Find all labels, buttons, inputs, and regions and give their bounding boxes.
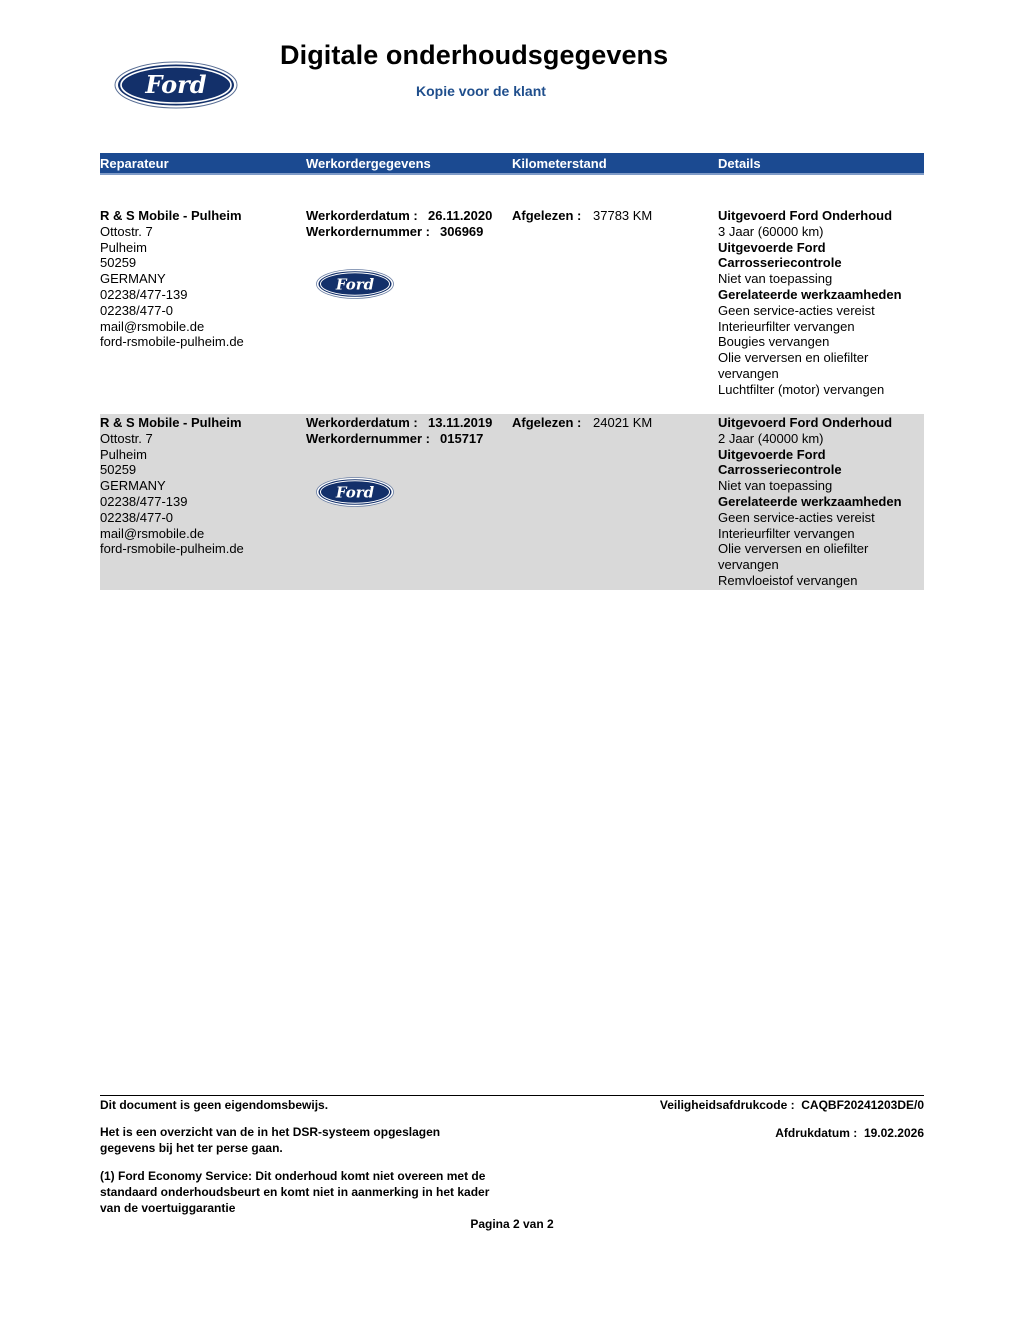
details-line: vervangen (718, 365, 779, 381)
table-row (100, 414, 924, 590)
details-line: Olie verversen en oliefilter (718, 541, 869, 557)
overview-note-line: gegevens bij het ter perse gaan. (100, 1141, 283, 1155)
print-date (775, 1125, 924, 1141)
table-header (100, 153, 924, 175)
column-header-mileage: Kilometerstand (512, 156, 607, 171)
repairer-phone: 02238/477-0 (100, 302, 174, 318)
security-code-value: CAQBF20241203DE/0 (801, 1098, 924, 1112)
details-line: Gerelateerde werkzaamheden (718, 493, 902, 509)
work-order-number-label: Werkordernummer : (306, 223, 431, 239)
work-order-number-label: Werkordernummer : (306, 430, 431, 446)
work-order-date: 13.11.2019 (428, 415, 493, 430)
repairer-postcode: 50259 (100, 255, 137, 271)
repairer-country: GERMANY (100, 478, 166, 494)
details-line: Interieurfilter vervangen (718, 525, 855, 541)
details-line: Geen service-acties vereist (718, 509, 875, 525)
ownership-note: Dit document is geen eigendomsbewijs. (100, 1098, 329, 1112)
details-line: Carrosseriecontrole (718, 462, 842, 478)
details-line: 2 Jaar (40000 km) (718, 430, 824, 446)
mileage-cell (512, 208, 712, 224)
repairer-city: Pulheim (100, 239, 147, 255)
details-line: Geen service-acties vereist (718, 302, 875, 318)
repairer-phone: 02238/477-0 (100, 509, 174, 525)
mileage-label: Afgelezen : (512, 415, 582, 430)
details-line: Uitgevoerde Ford (718, 239, 826, 255)
mileage-value: 37783 KM (593, 208, 653, 223)
column-header-repairer: Reparateur (100, 156, 169, 171)
print-date-value: 19.02.2026 (863, 1126, 924, 1140)
work-order-number: 015717 (440, 430, 484, 446)
ford-logo (316, 269, 394, 299)
ford-logo-text: Ford (335, 483, 375, 502)
repairer-phone: 02238/477-139 (100, 493, 188, 509)
page-title: Digitale onderhoudsgegevens (280, 40, 669, 70)
details-line: Interieurfilter vervangen (718, 318, 855, 334)
details-line: Uitgevoerde Ford (718, 446, 826, 462)
repairer-website: ford-rsmobile-pulheim.de (100, 541, 244, 557)
print-date-label: Afdrukdatum : (775, 1126, 858, 1140)
repairer-street: Ottostr. 7 (100, 430, 153, 446)
mileage-cell (512, 415, 712, 431)
page-number: Pagina 2 van 2 (470, 1217, 554, 1231)
repairer-postcode: 50259 (100, 462, 137, 478)
details-line: Luchtfilter (motor) vervangen (718, 381, 885, 397)
repairer-website: ford-rsmobile-pulheim.de (100, 334, 244, 350)
security-code (660, 1097, 924, 1113)
repairer-city: Pulheim (100, 446, 147, 462)
details-line: Uitgevoerd Ford Onderhoud (718, 415, 893, 430)
ford-logo-text: Ford (145, 70, 207, 99)
mileage-label: Afgelezen : (512, 208, 582, 223)
repairer-email: mail@rsmobile.de (100, 525, 205, 541)
table-row (100, 207, 924, 403)
repairer-email: mail@rsmobile.de (100, 318, 205, 334)
mileage-value: 24021 KM (593, 415, 653, 430)
details-line: Uitgevoerd Ford Onderhoud (718, 208, 893, 223)
page-subtitle: Kopie voor de klant (416, 83, 546, 99)
repairer-street: Ottostr. 7 (100, 223, 153, 239)
work-order-cell (306, 415, 506, 447)
details-line: vervangen (718, 557, 779, 573)
economy-note-line: (1) Ford Economy Service: Dit onderhoud komt niet overeen met de (100, 1169, 486, 1183)
work-order-date-label: Werkorderdatum : (306, 208, 418, 223)
economy-note (100, 1168, 560, 1216)
overview-note-line: Het is een overzicht van de in het DSR-systeem opgeslagen (100, 1125, 441, 1139)
repairer-country: GERMANY (100, 271, 166, 287)
details-line: Niet van toepassing (718, 478, 833, 494)
work-order-cell (306, 208, 506, 240)
economy-note-line: standaard onderhoudsbeurt en komt niet in aanmerking in het kader (100, 1185, 490, 1199)
details-line: Bougies vervangen (718, 334, 830, 350)
repairer-name: R & S Mobile - Pulheim (100, 415, 242, 430)
work-order-date: 26.11.2020 (428, 208, 493, 223)
repairer-cell (100, 415, 300, 557)
repairer-name: R & S Mobile - Pulheim (100, 208, 242, 223)
ford-logo (316, 477, 394, 507)
details-line: Niet van toepassing (718, 271, 833, 287)
ford-logo (114, 61, 238, 109)
repairer-phone: 02238/477-139 (100, 286, 188, 302)
work-order-date-label: Werkorderdatum : (306, 415, 418, 430)
details-line: Carrosseriecontrole (718, 255, 842, 271)
details-cell (718, 415, 923, 589)
details-line: Olie verversen en oliefilter (718, 350, 869, 366)
ford-logo-text: Ford (335, 275, 375, 294)
work-order-number: 306969 (440, 223, 484, 239)
details-line: Remvloeistof vervangen (718, 572, 858, 588)
overview-note (100, 1124, 520, 1156)
column-header-work-order: Werkordergegevens (306, 156, 431, 171)
column-header-details: Details (718, 156, 761, 171)
repairer-cell (100, 208, 300, 350)
security-code-label: Veiligheidsafdrukcode : (659, 1098, 795, 1112)
economy-note-line: van de voertuiggarantie (100, 1201, 236, 1215)
footer-divider (100, 1095, 924, 1096)
details-cell (718, 208, 923, 398)
details-line: Gerelateerde werkzaamheden (718, 286, 902, 302)
details-line: 3 Jaar (60000 km) (718, 223, 824, 239)
